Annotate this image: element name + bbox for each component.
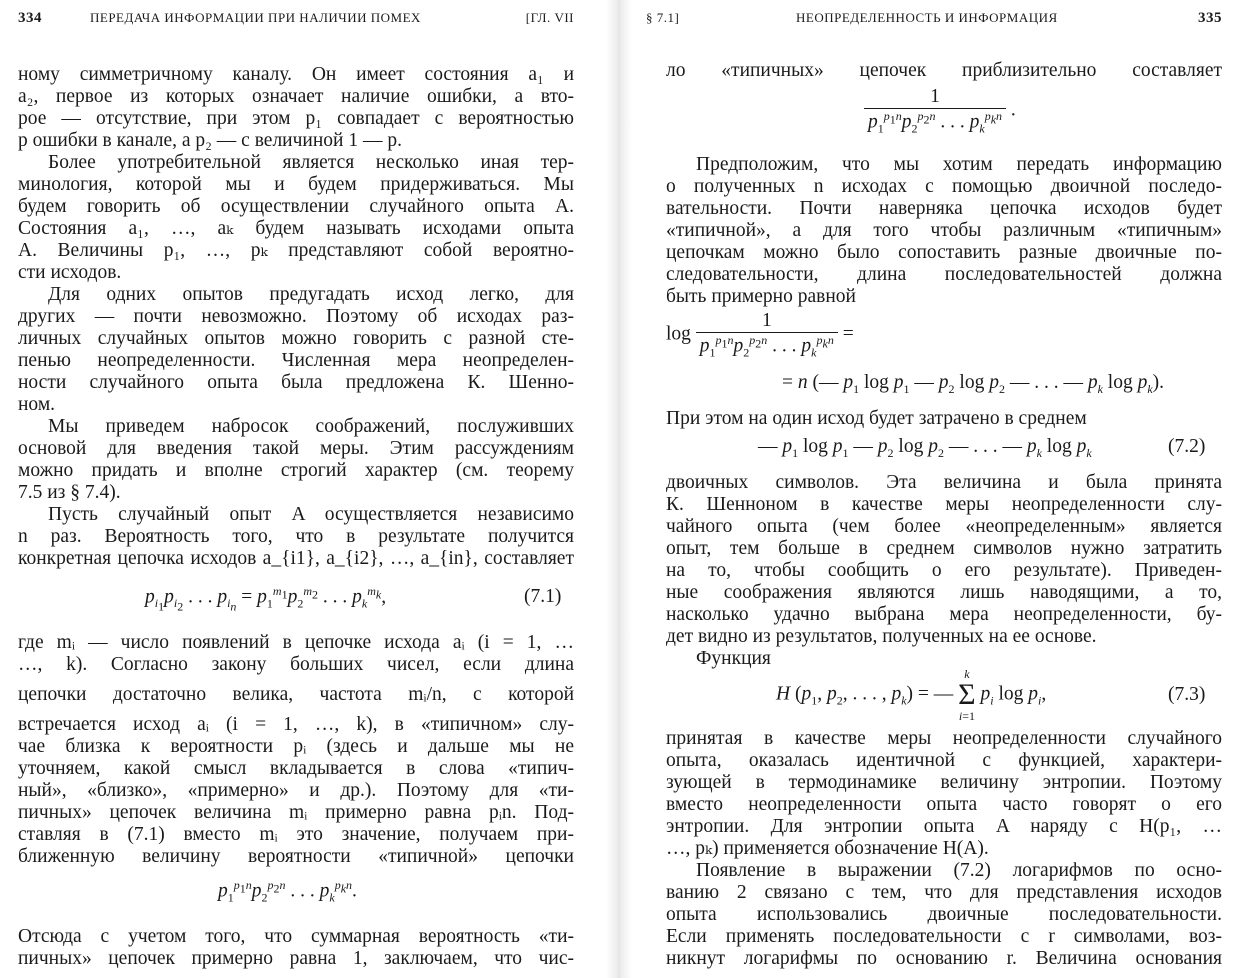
- text-line: Более употребительной является несколько иная тер-: [48, 152, 574, 173]
- text-line: быть примерно равной: [666, 286, 856, 307]
- equation-typical-prob: $p_1^{p_1n}p_2^{p_2n}$ . . . $p_k^{p_kn}$.: [218, 878, 357, 905]
- text-line: других — почти невозможно. Поэтому об исходах раз-: [18, 306, 574, 327]
- text-line: следовательности, длина последовательностей должна: [666, 264, 1222, 285]
- equation-7-2: — $p_1$ $\log p_1$ — $p_2$ $\log p_2$ — . . . — $p_k$ $\log p_k$: [758, 436, 1092, 460]
- text-line: При этом на один исход будет затрачено в среднем: [666, 408, 1087, 429]
- text-line: опыта, оказалась идентичной с функцией, характери-: [666, 750, 1222, 771]
- text-line: основой для введения такой меры. Этим рассуждениям: [18, 438, 574, 459]
- text-line: принятая в качестве меры неопределенности случайного: [666, 728, 1222, 749]
- text-line: двоичных символов. Эта величина и была принята: [666, 472, 1222, 493]
- left-page: [0, 0, 606, 978]
- equation-7-3: H ($p_1$, $p_2$, . . . , $p_k$) = — k Σ i=1 $p_i$ $\log p_i$,: [776, 667, 1047, 723]
- text-line: ближенную величину вероятности «типичной» цепочки: [18, 846, 574, 867]
- text-line: дет видно из результатов, полученных на ее основе.: [666, 626, 1097, 647]
- text-line: ло «типичных» цепочек приблизительно составляет: [666, 60, 1222, 81]
- section-label: § 7.1]: [646, 10, 680, 25]
- text-line: можно придать и вполне строгий характер (см. теорему: [18, 460, 574, 481]
- text-line: Для одних опытов предугадать исход легко, для: [48, 284, 574, 305]
- equation-typical-count: $\frac{1}{p_1^{p_1n}p_2^{p_2n} . . . p_k^{p_kn}}$ .: [864, 86, 1016, 136]
- text-line: насколько удачно выбрана мера неопределенности, бу-: [666, 604, 1222, 625]
- text-line: где mᵢ — число появлений в цепочке исхода aᵢ (i = 1, …: [18, 632, 574, 653]
- right-page-header: [646, 10, 1222, 26]
- text-line: пичных» цепочек примерно равна 1, заключаем, что чис-: [18, 948, 574, 969]
- text-line: уточняем, какой смысл вкладывается в слова «типич-: [18, 758, 574, 779]
- running-head: НЕОПРЕДЕЛЕННОСТЬ И ИНФОРМАЦИЯ: [796, 10, 1058, 25]
- text-line: конкретная цепочка исходов a_{i1}, a_{i2}, …, a_{in}, составляет: [18, 548, 574, 569]
- text-line: сти исходов.: [18, 262, 122, 283]
- text-line: ности случайного опыта была предложена К. Шенно-: [18, 372, 574, 393]
- text-line: личных случайных опытов можно говорить с разной сте-: [18, 328, 574, 349]
- text-line: Мы приведем набросок соображений, послуживших: [48, 416, 574, 437]
- equation-log-length: log $\frac{1}{p_1^{p_1n}p_2^{p_2n} . . . p_k^{p_kn}}$ =: [666, 310, 854, 360]
- page-number: 334: [18, 10, 42, 26]
- text-line: вательности. Почти наверняка цепочка исходов будет: [666, 198, 1222, 219]
- text-line: ном.: [18, 394, 56, 415]
- text-line: ные соображения являются лишь наводящими, а то,: [666, 582, 1222, 603]
- running-head: ПЕРЕДАЧА ИНФОРМАЦИИ ПРИ НАЛИЧИИ ПОМЕХ: [90, 10, 421, 25]
- text-line: цепочки достаточно велика, частота mᵢ/n, с которой: [18, 684, 574, 705]
- text-line: пенью неопределенности. Численная мера неопределен-: [18, 350, 574, 371]
- equation-number: (7.2): [1168, 436, 1206, 457]
- text-line: …, k). Согласно закону больших чисел, если длина: [18, 654, 574, 675]
- text-line: a₂, первое из которых означает наличие ошибки, а вто-: [18, 86, 574, 107]
- text-line: Состояния a₁, …, aₖ будем называть исходами опыта: [18, 218, 574, 239]
- text-line: Если применять последовательности с r символами, воз-: [666, 926, 1222, 947]
- chapter-label: [ГЛ. VII: [525, 10, 574, 25]
- text-line: чайного опыта (чем более «неопределенным» является: [666, 516, 1222, 537]
- text-line: энтропии. Для энтропии опыта A наряду с H(p₁, …: [666, 816, 1222, 837]
- equation-log-expansion: = n (— $p_1$ $\log p_1$ — $p_2$ $\log p_2$ — . . . — $p_k$ $\log p_k$).: [782, 372, 1165, 396]
- text-line: Отсюда с учетом того, что суммарная вероятность «ти-: [18, 926, 574, 947]
- text-line: встречается исход aᵢ (i = 1, …, k), в «типичном» слу-: [18, 714, 574, 735]
- text-line: ный», «близко», «примерно» и др.). Поэтому для «ти-: [18, 780, 574, 801]
- equation-number: (7.3): [1168, 684, 1206, 705]
- text-line: A. Величины p₁, …, pₖ представляют собой вероятно-: [18, 240, 574, 261]
- text-line: Функция: [696, 648, 771, 669]
- text-line: вместо неопределенности опыта часто говорят о его: [666, 794, 1222, 815]
- text-line: ному симметричному каналу. Он имеет состояния a₁ и: [18, 64, 574, 85]
- text-line: …, pₖ) применяется обозначение H(A).: [666, 838, 989, 859]
- text-line: p ошибки в канале, а p₂ — с величиной 1 — p.: [18, 130, 402, 151]
- text-line: минология, которой мы и будем придерживаться. Мы: [18, 174, 574, 195]
- text-line: опыт, тем больше в среднем символов нужно затратить: [666, 538, 1222, 559]
- text-line: ставляя в (7.1) вместо mᵢ это значение, получаем при-: [18, 824, 574, 845]
- text-line: Пусть случайный опыт A осуществляется независимо: [48, 504, 574, 525]
- text-line: n раз. Вероятность того, что в результате получится: [18, 526, 574, 547]
- equation-number: (7.1): [524, 586, 562, 607]
- book-gutter: [606, 0, 632, 978]
- text-line: никнут логарифмы по основанию r. Величина основания: [666, 948, 1222, 969]
- text-line: о полученных n исходах с помощью двоичной последо-: [666, 176, 1222, 197]
- text-line: чае близка к вероятности pᵢ (здесь и дальше мы не: [18, 736, 574, 757]
- text-line: Предположим, что мы хотим передать информацию: [696, 154, 1222, 175]
- right-page: [632, 0, 1238, 978]
- text-line: Появление в выражении (7.2) логарифмов по осно-: [696, 860, 1222, 881]
- text-line: пичных» цепочек величина mᵢ примерно равна pᵢn. Под-: [18, 802, 574, 823]
- text-line: «типичной», а для того чтобы различным «типичным»: [666, 220, 1222, 241]
- text-line: рое — отсутствие, при этом p₁ совпадает с вероятностью: [18, 108, 574, 129]
- page-number: 335: [1198, 10, 1222, 26]
- left-page-header: [18, 10, 574, 27]
- text-line: опыта использовались двоичные последовательности.: [666, 904, 1222, 925]
- text-line: на то, чтобы сообщить о его результате). Приведен-: [666, 560, 1222, 581]
- text-line: 7.5 из § 7.4).: [18, 482, 121, 503]
- text-line: К. Шенноном в качестве меры неопределенности слу-: [666, 494, 1222, 515]
- text-line: цепочкам можно было сопоставить разные двоичные по-: [666, 242, 1222, 263]
- text-line: будем говорить об осуществлении случайного опыта A.: [18, 196, 574, 217]
- text-line: зующей в термодинамике величину энтропии. Поэтому: [666, 772, 1222, 793]
- text-line: ванию 2 связано с тем, что для представления исходов: [666, 882, 1222, 903]
- equation-7-1: $p_{i_1}p_{i_2}$ . . . $p_{i_n} = p_1^{m_1}p_2^{m_2}$ . . . $p_k^{m_k}$,: [145, 584, 387, 614]
